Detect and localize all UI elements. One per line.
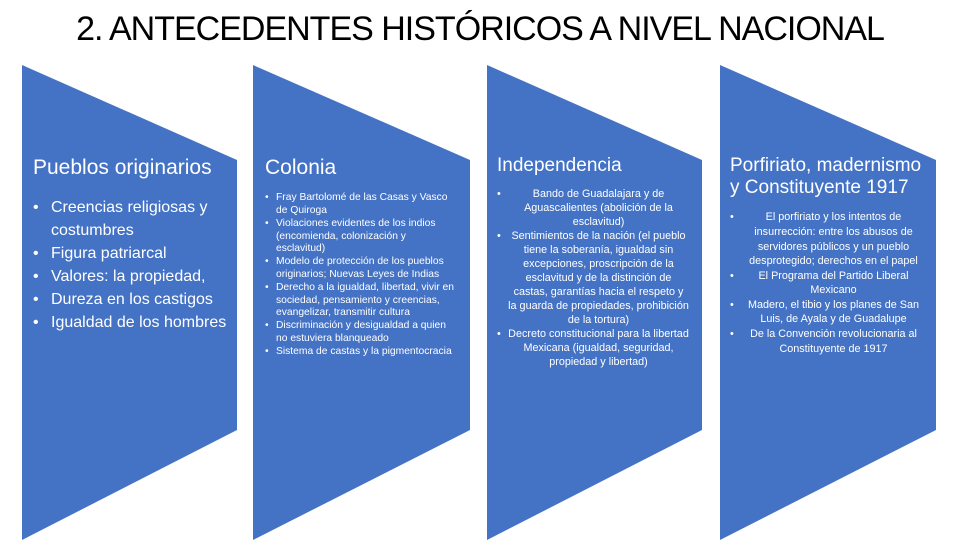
column-heading: Independencia bbox=[497, 155, 622, 176]
column-list bbox=[33, 196, 233, 334]
list-item: • Decreto constitucional para la libertad Mexicana (igualdad, seguridad, propiedad y libertad) bbox=[497, 327, 689, 369]
column-pueblos-originarios bbox=[33, 155, 233, 334]
list-item: • Creencias religiosas y costumbres bbox=[33, 196, 233, 242]
list-item: • Figura patriarcal bbox=[33, 242, 233, 265]
list-item: • Modelo de protección de los pueblos originarios; Nuevas Leyes de Indias bbox=[265, 256, 455, 282]
list-item: • El porfiriato y los intentos de insurrección: entre los abusos de servidores públicos y un pueblo desprotegido; derechos en el papel bbox=[730, 210, 926, 268]
column-list bbox=[265, 192, 455, 358]
list-item: • El Programa del Partido Liberal Mexicano bbox=[730, 269, 926, 298]
column-heading: Pueblos originarios bbox=[33, 156, 212, 179]
list-item: • Dureza en los castigos bbox=[33, 288, 233, 311]
column-colonia bbox=[265, 155, 455, 359]
list-item: • De la Convención revolucionaria al Constituyente de 1917 bbox=[730, 327, 926, 356]
column-list bbox=[497, 187, 689, 369]
column-list bbox=[730, 210, 926, 356]
column-porfiriato bbox=[730, 155, 926, 356]
list-item: • Derecho a la igualdad, libertad, vivir en sociedad, pensamiento y creencias, evangelizar, transmitir cultura bbox=[265, 282, 455, 320]
list-item: • Madero, el tibio y los planes de San Luis, de Ayala y de Guadalupe bbox=[730, 298, 926, 327]
list-item: • Valores: la propiedad, bbox=[33, 265, 233, 288]
list-item: • Bando de Guadalajara y de Aguascalientes (abolición de la esclavitud) bbox=[497, 187, 689, 229]
list-item: • Fray Bartolomé de las Casas y Vasco de Quiroga bbox=[265, 192, 455, 218]
list-item: • Discriminación y desigualdad a quien no estuviera blanqueado bbox=[265, 320, 455, 346]
column-heading: Colonia bbox=[265, 156, 337, 179]
slide-title: 2. ANTECEDENTES HISTÓRICOS A NIVEL NACIONAL bbox=[76, 10, 884, 48]
list-item: • Igualdad de los hombres bbox=[33, 311, 233, 334]
column-heading: Porfiriato, madernismo y Constituyente 1917 bbox=[730, 155, 922, 198]
column-independencia bbox=[497, 155, 689, 369]
list-item: • Sistema de castas y la pigmentocracia bbox=[265, 346, 455, 359]
list-item: • Violaciones evidentes de los indios (encomienda, colonización y esclavitud) bbox=[265, 218, 455, 256]
list-item: • Sentimientos de la nación (el pueblo tiene la soberanía, igualdad sin excepciones, proscripción de la esclavitud y de la distinción de castas, garantías hacia el respeto y la guarda de propiedades, prohibición de la tortura) bbox=[497, 229, 689, 327]
